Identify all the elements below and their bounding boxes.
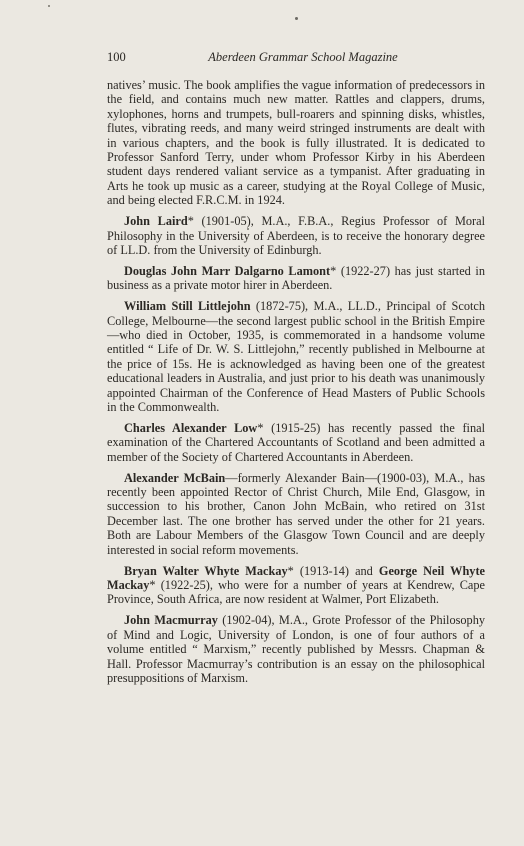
page-header [107,50,485,68]
person-name: Alexander McBain [124,470,226,485]
paragraph-text-second: * (1922-25), who were for a number of years at Kendrew, Cape Province, South Africa, are now resident at Walmer, Port Elizabeth. [107,578,485,607]
entry-mackay [107,564,485,607]
paragraph-text: —formerly Alexander Bain—(1900-03), M.A., has recently been appointed Rector of Christ Church, Mile End, Glasgow, in succession to his brother, Canon John McBain, who retired on 31st December last. The one brother has served under the other for 21 years. Both are Labour Members of the Glasgow Town Council and are deeply interested in social reform movements. [107,470,485,557]
speck-mark [295,17,298,20]
entry-lamont [107,264,485,293]
entry-laird [107,214,485,257]
article-body [107,78,485,692]
person-name: Bryan Walter Whyte Mackay [124,563,288,578]
paragraph-text: natives’ music. The book amplifies the vague information of predecessors in the field, and contains much new matter. Rattles and clappers, drums, xylophones, horns and trumpets, bull-roarers and spinning disks, whistles, flutes, vibrating reeds, and many weird stringed instruments are dealt with in various chapters, and the book is fully illustrated. It is dedicated to Professor Sanford Terry, under whom Professor Kirby in his Aberdeen student days rendered valiant service as a tympanist. After graduating in Arts he took up music as a career, studying at the Royal College of Music, and being elected F.R.C.M. in 1924. [107,78,485,208]
entry-macmurray [107,613,485,685]
speck-mark [48,5,50,7]
paragraph-text: (1902-04), M.A., Grote Professor of the Philosophy of Mind and Logic, University of London, is one of four authors of a volume entitled “ Marxism,” recently published by Messrs. Chapman & Hall. Professor Macmurray’s contribution is an essay on the philosophical presuppositions of Marxism. [107,613,486,685]
paragraph-text: * (1915-25) has recently passed the final examination of the Chartered Accountants of Scotland and been admitted a member of the Society of Chartered Accountants in Aberdeen. [107,420,485,464]
running-title: Aberdeen Grammar School Magazine [208,50,398,64]
person-name: John Laird [124,214,188,229]
person-name: Douglas John Marr Dalgarno Lamont [124,263,331,278]
entry-low [107,421,485,464]
person-name-second: George Neil Whyte Mackay [107,563,486,592]
paragraph-continuation [107,78,485,208]
paragraph-text: * (1913-14) and [287,563,379,578]
page-number: 100 [107,50,126,64]
entry-littlejohn [107,299,485,414]
person-name: John Macmurray [124,613,218,628]
person-name: William Still Littlejohn [124,299,251,314]
paragraph-text: (1872-75), M.A., LL.D., Principal of Scotch College, Melbourne—the second largest public school in the British Empire—who died in October, 1935, is commemorated in a handsome volume entitled “ Life of Dr. W. S. Littlejohn,” recently published in Melbourne at the price of 15s. He is acknowledged as having been one of the greatest educational leaders in Australia, and just prior to his death was unanimously appointed Chairman of the Conference of Head Masters of Public Schools in the Commonwealth. [107,299,485,415]
paragraph-text: * (1901-05), M.A., F.B.A., Regius Professor of Moral Philosophy in the University of Aberdeen, is to receive the honorary degree of LL.D. from the University of Edinburgh. [107,214,485,257]
paragraph-text: * (1922-27) has just started in business as a private motor hirer in Aberdeen. [107,263,485,293]
person-name: Charles Alexander Low [124,420,258,435]
entry-mcbain [107,471,485,557]
